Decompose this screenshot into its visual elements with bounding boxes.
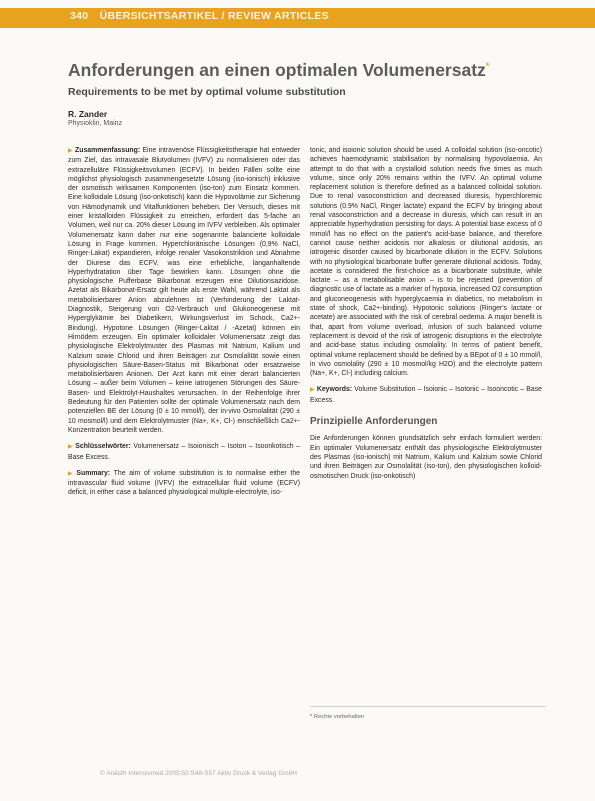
affiliation: Physioklin, Mainz xyxy=(68,120,123,127)
right-column xyxy=(310,146,542,488)
page-footer: © Anästh Intensivmed 2009;50:S48-S57 Aktiv Druck & Verlag GmbH xyxy=(100,770,298,777)
summary-continued-paragraph: tonic, and isoionic solution should be used. A colloidal solution (iso-oncotic) achieves haemodynamic stabilisation by normalising hypovolaemia. An attempt to do that with a crystalloid solution needs five times as much volume, since only 20% remains within the IVFV. An optimal volume replacement solution is therefore defined as a balanced colloidal solution. Due to renal vasoconstriction and decreased diuresis, hyperchloremic solutions (0.9% NaCl, Ringer lactate) expand the ECFV by bringing about renal vasoconstriction and a decrease in diuresis, which can result in an appreciable hyperhydration persisting for days. A potential base excess of 0 mmol/l has no effect on the patient's acid-base balance, and therefore cannot cause neither acidosis nor alkalosis or dilutional acidosis, an iatrogenic disorder caused by bicarbonate dilution in the ECFV. Solutions with no physiological bicarbonate buffer generate dilutional acidosis. Today, acetate is considered the first-choice as a bicarbonate substitute, while lactate – as a metabolisable anion – is to be rejected (prevention of diagnostic use of lactate as a marker of hypoxia, increased O2 consumption and gluconeogenesis with hyperglycaemia in diabetics, no metabolism in state of shock, Ca2+-binding). Hypotonic solutions (Ringer's lactate or acetate) are associated with the risk of cerebral oedema. A major benefit is that, apart from volume overload, infusion of such balanced volume replacement is devoid of the risk of iatrogenic disruptions in the electrolyte and acid-base status including osmolality. In terms of patient benefit, optimal volume replacement should be defined by a BEpot of 0 ± 10 mmol/l, in vivo osmolality (290 ± 10 mosmol/kg H2O) and the electrolyte pattern (Na+, K+, Cl-) including calcium. xyxy=(310,147,542,378)
summary-label: Summary: xyxy=(76,469,111,477)
summary-paragraph xyxy=(68,469,300,498)
left-column xyxy=(68,146,300,505)
article-title: Anforderungen an einen optimalen Volumenersatz* xyxy=(68,60,490,80)
running-header xyxy=(70,10,329,22)
section-name: ÜBERSICHTSARTIKEL / REVIEW ARTICLES xyxy=(99,10,329,22)
triangle-bullet-icon: ▶ xyxy=(68,470,75,477)
schluesselwoerter-text: Volumenersatz – Isoionisch – Isoton – Isoonkotisch – Base Excess. xyxy=(68,443,300,461)
section-heading: Prinzipielle Anforderungen xyxy=(310,416,438,428)
summary-text: The aim of volume substitution is to normalise either the intravascular fluid volume (IVFV) the extracellular fluid volume (ECFV) deficit, in either case a balanced physiological multiple-electrolyte, iso- xyxy=(68,469,300,497)
keywords-paragraph xyxy=(310,385,542,405)
schluesselwoerter-label: Schlüsselwörter: xyxy=(75,443,131,451)
footnote-divider xyxy=(310,706,546,707)
keywords-label: Keywords: xyxy=(316,386,353,394)
article-subtitle: Requirements to be met by optimal volume substitution xyxy=(68,86,346,98)
zusammenfassung-paragraph xyxy=(68,146,300,435)
schluesselwoerter-paragraph xyxy=(68,442,300,462)
triangle-bullet-icon: ▶ xyxy=(68,148,74,154)
title-footnote-mark: * xyxy=(485,61,490,72)
triangle-bullet-icon: ▶ xyxy=(310,387,315,394)
author: R. Zander xyxy=(68,109,108,119)
footnote: * Rechte vorbehalten xyxy=(310,714,365,720)
zusammenfassung-text: Eine intravenöse Flüssigkeitstherapie hat entweder zum Ziel, das intravasale Blutvolumen (IVFV) zu normalisieren oder das extrazelluläre Flüssigkeitsvolumen (ECFV). In beiden Fällen sollte eine möglichst physiologisch zusammengesetzte Lösung (iso-ionisch) inklusive der osmotisch wirksamen Komponenten (iso-ton) zum Einsatz kommen. Eine kolloidale Lösung (iso-onkotisch) kann die Hypovolämie zur Sicherung von Hämodynamik und Vitalfunktionen beheben. Der Versuch, dieses mit einer kristalloiden Flüssigkeit zu erreichen, erfordert das 5-fache an Volumen, weil nur ca. 20% dieser Lösung im IVFV verbleiben. Als optimaler Volumenersatz kann daher nur eine sogenannte balancierte kolloidale Lösung in Frage kommen. Hyperchloränische Lösungen (0,9% NaCl, Ringer-Lakat) expandieren, infolge renaler Vasokonstriktion und Abnahme der Diurese das ECFV, was eine erhebliche, langanhaltende Hyperhydratation über Tage bewirken kann. Lösungen ohne die physiologische Pufferbase Bikarbonat erzeugen eine Dilutionsazidose. Azetat als Bikarbonat-Ersatz gilt heute als erste Wahl, während Laktat als metabolisierbarer Anion abzulehnen ist (Verhinderung der Laktat-Diagnostik, Steigerung von O2-Verbrauch und Glukoneogenese mit Hyperglykämie bei Diabetikern, Wirkungsverlust im Schock, Ca2+-Bindung). Hypotone Lösungen (Ringer-Laktat / -Azetat) können ein Hirnödem erzeugen. Ein optimaler kolloidaler Volumenersatz zeigt das physiologische Elektrolytmuster des Plasmas mit Natrium, Kalium und Kalzium sowie Chlorid und ihren Beiträgen zur Osmolalität sowie einen physiologischen Säure-Basen-Status mit Bikarbonat oder ersatzweise metabolisierbaren Anionen. Der Arzt kann mit einer derart balancierten Lösung – außer beim Volumen – keine iatrogenen Störungen des Säure-Basen- und Elektrolyt-Haushaltes verursachen. In der Reihenfolge ihrer Bedeutung für den Patienten sollte der optimale Volumenersatz nach dem potenziellen BE der Lösung (0 ± 10 mmol/l), der in-vivo Osmolalität (290 ± 10 mosmol/l) und dem Elektrolytmuster (Na+, K+, Cl-) einschließlich Ca2+-Konzentration beurteilt werden. xyxy=(68,147,300,434)
triangle-bullet-icon: ▶ xyxy=(68,444,74,451)
section-paragraph: Die Anforderungen können grundsätzlich sehr einfach formuliert werden: Ein optimaler Volumenersatz enthält das physiologische Elektrolytmuster des Plasmas (iso-ionisch) mit Natrium, Kalium und Kalzium sowie Chlorid und ihren Beiträgen zur Osmolalität (iso-ton), den physiologischen kolloid-osmotischen Druck (iso-onkotisch) xyxy=(310,435,542,480)
keywords-text: Volume Substitution – Isoionic – Isotonic – Isooncotic – Base Excess. xyxy=(310,386,542,404)
zusammenfassung-label: Zusammenfassung: xyxy=(75,147,141,154)
page-number: 340 xyxy=(70,10,89,22)
